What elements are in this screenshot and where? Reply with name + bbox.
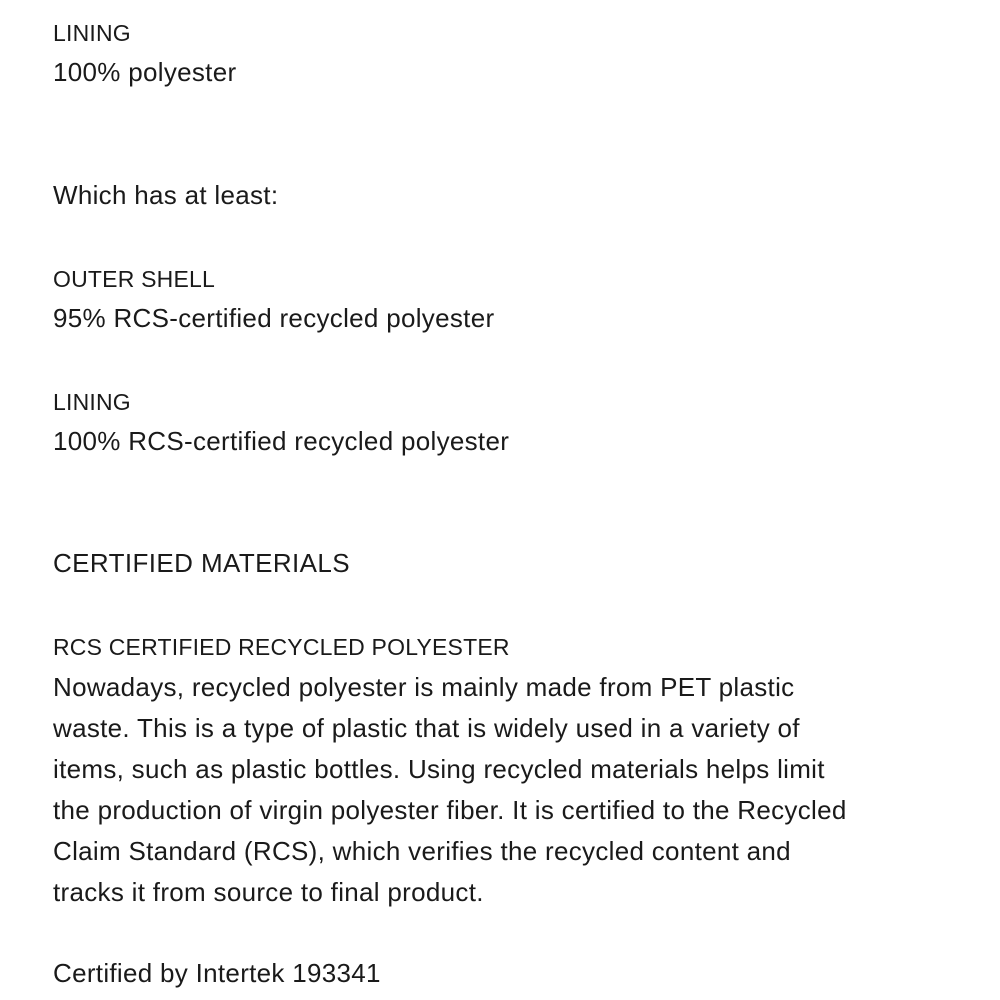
description-line: waste. This is a type of plastic that is widely used in a variety of bbox=[53, 713, 800, 743]
certified-materials-heading: CERTIFIED MATERIALS bbox=[53, 548, 351, 578]
outer-shell-value: 95% RCS-certified recycled polyester bbox=[53, 303, 495, 333]
material-title: RCS CERTIFIED RECYCLED POLYESTER bbox=[53, 634, 510, 660]
description-line: Nowadays, recycled polyester is mainly made from PET plastic bbox=[53, 672, 795, 702]
lining-value: 100% polyester bbox=[53, 57, 237, 87]
description-line: items, such as plastic bottles. Using recycled materials helps limit bbox=[53, 754, 825, 784]
material-description bbox=[53, 667, 973, 913]
outer-shell-label: OUTER SHELL bbox=[53, 266, 215, 292]
lining-label: LINING bbox=[53, 20, 131, 46]
recycled-lining-label: LINING bbox=[53, 389, 131, 415]
recycled-lining-value: 100% RCS-certified recycled polyester bbox=[53, 426, 510, 456]
certifier-text: Certified by Intertek 193341 bbox=[53, 958, 381, 988]
description-line: Claim Standard (RCS), which verifies the recycled content and bbox=[53, 836, 791, 866]
recycled-intro-text: Which has at least: bbox=[53, 180, 279, 210]
description-line: the production of virgin polyester fiber. It is certified to the Recycled bbox=[53, 795, 847, 825]
description-line: tracks it from source to final product. bbox=[53, 877, 484, 907]
